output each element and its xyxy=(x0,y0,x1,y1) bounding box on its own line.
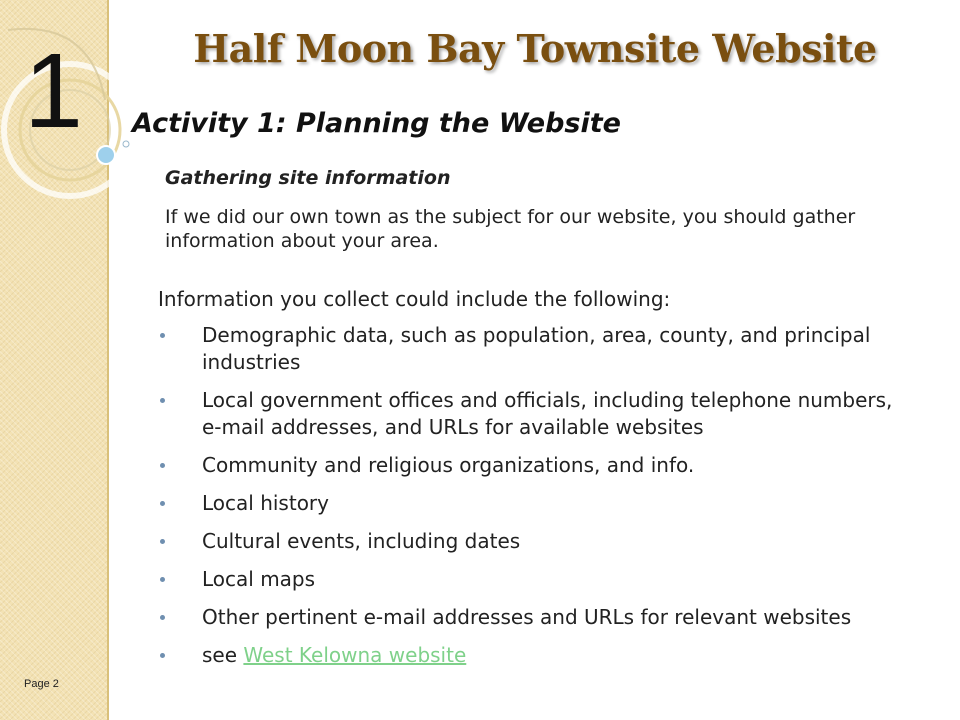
list-item xyxy=(158,642,898,669)
list-item xyxy=(158,322,898,376)
activity-heading: Activity 1: Planning the Website xyxy=(132,108,621,139)
bullet-icon xyxy=(160,539,165,544)
list-item-text: Local maps xyxy=(202,567,316,591)
slide-title: Half Moon Bay Townsite Website xyxy=(193,26,877,71)
page-number: Page 2 xyxy=(24,678,59,690)
list-item xyxy=(158,490,898,517)
list-item-prefix: see xyxy=(202,643,244,667)
bullet-icon xyxy=(160,653,165,658)
slide-number: 1 xyxy=(24,32,83,150)
list-item-text: Other pertinent e-mail addresses and URLs for relevant websites xyxy=(202,605,852,629)
list-item-text: Local history xyxy=(202,491,329,515)
intro-paragraph: If we did our own town as the subject for our website, you should gather information about your area. xyxy=(165,206,856,252)
list-item xyxy=(158,452,898,479)
section-subheading: Gathering site information xyxy=(165,167,451,189)
list-item xyxy=(158,528,898,555)
list-item-text: Community and religious organizations, and info. xyxy=(202,453,695,477)
bullet-icon xyxy=(160,615,165,620)
list-item xyxy=(158,604,898,631)
bullet-icon xyxy=(160,501,165,506)
west-kelowna-link[interactable]: West Kelowna website xyxy=(243,643,467,667)
bullet-icon xyxy=(160,333,165,338)
list-item-text: Demographic data, such as population, area, county, and principal industries xyxy=(202,323,871,374)
list-item-text: Cultural events, including dates xyxy=(202,529,521,553)
info-bullet-list xyxy=(158,322,898,680)
list-item-text: Local government offices and officials, including telephone numbers, e-mail addresses, and URLs for available websites xyxy=(202,388,893,439)
list-item xyxy=(158,566,898,593)
bullet-icon xyxy=(160,398,165,403)
bullet-icon xyxy=(160,463,165,468)
bullet-icon xyxy=(160,577,165,582)
lead-paragraph: Information you collect could include the following: xyxy=(158,287,671,311)
list-item xyxy=(158,387,898,441)
